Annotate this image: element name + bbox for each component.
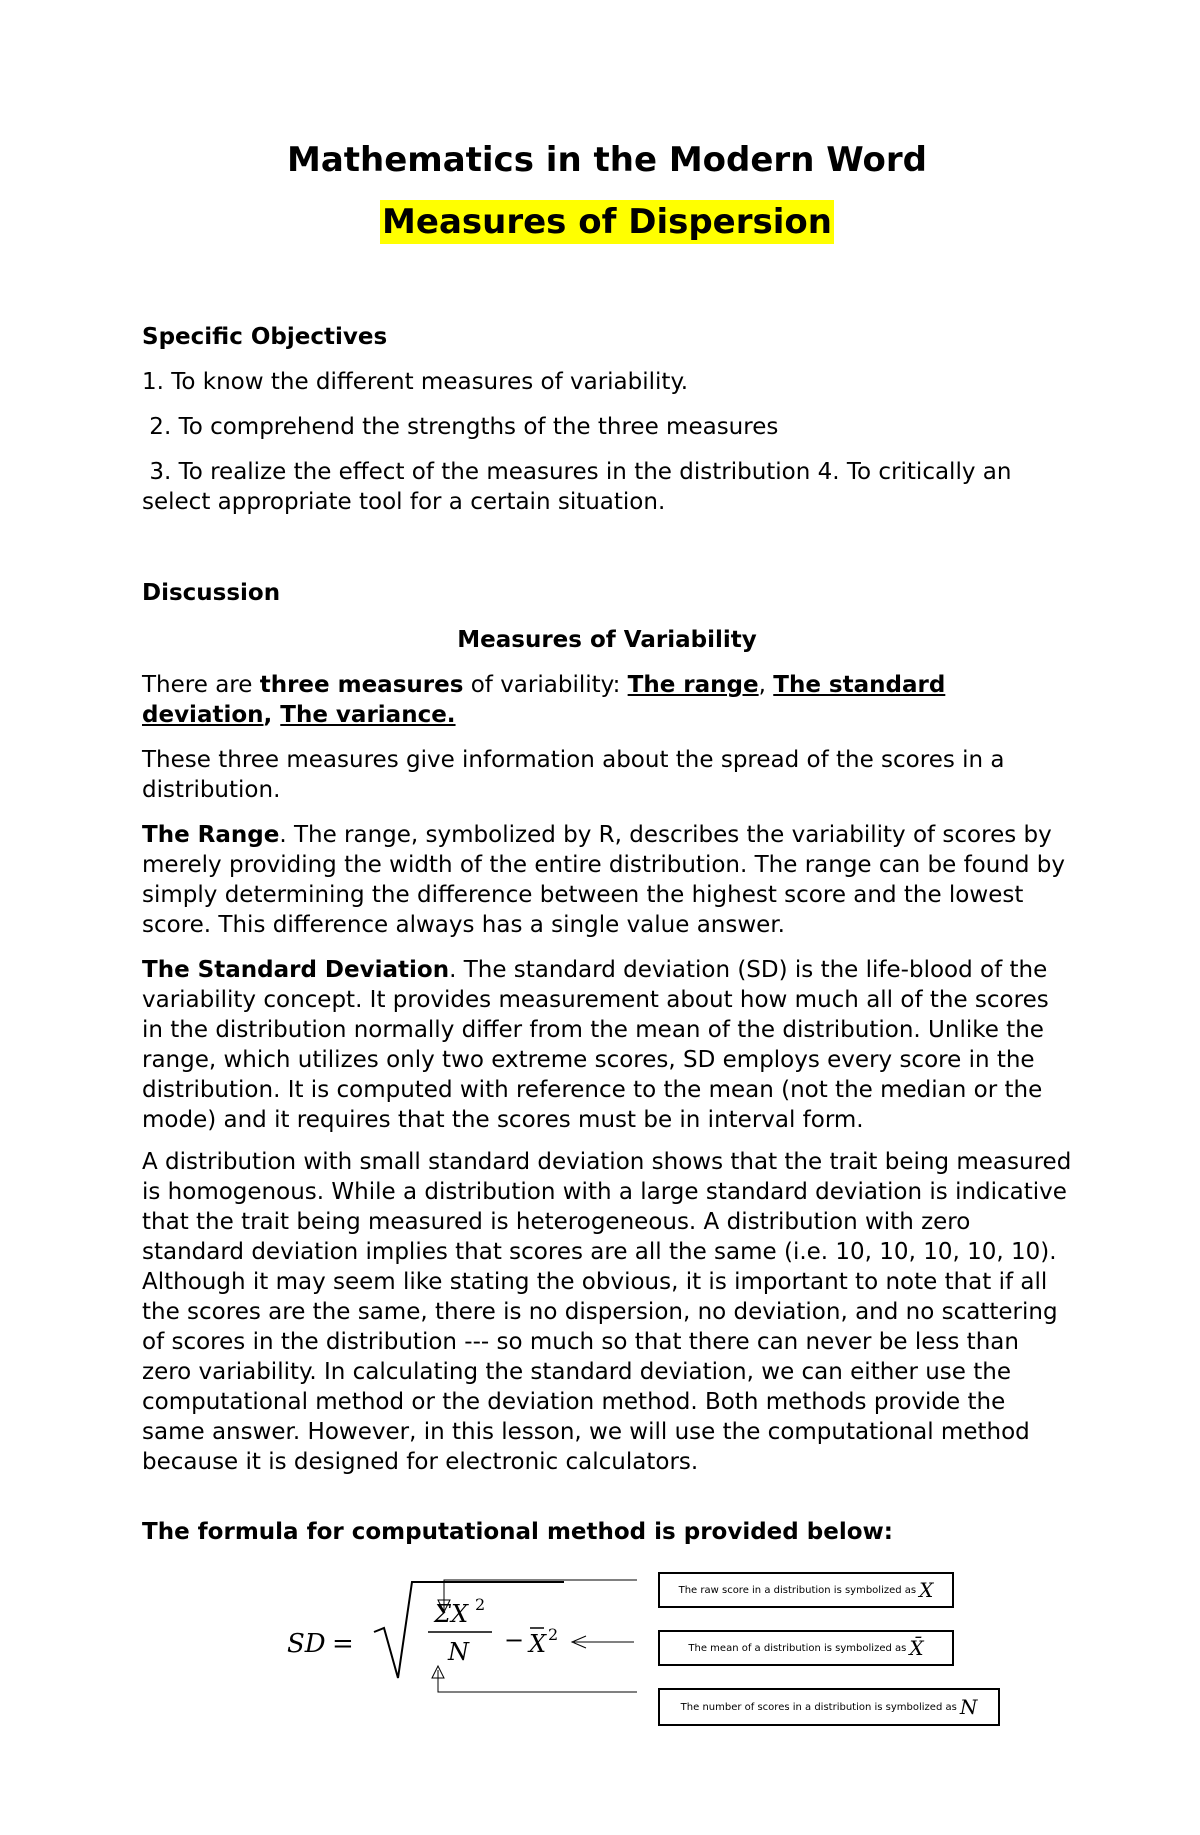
spread-paragraph: These three measures give information about the spread of the scores in a distribution. [142,747,1005,803]
n-label-box [658,1688,1000,1726]
n-symbol: N [959,1695,978,1719]
objectives-heading: Specific Objectives [142,324,388,350]
subtitle-wrap [142,200,1072,244]
small-sd-paragraph: A distribution with small standard deviation shows that the trait being measured is homogenous. While a distribution with a large standard deviation is indicative that the trait being measured is heterogeneous. A distribution with zero standard deviation implies that scores are all the same (i.e. 10, 10, 10, 10, 10). Although it may seem like stating the obvious, it is important to note that if all the scores are the same, there is no dispersion, no deviation, and no scattering of scores in the distribution --- so much so that there can never be less than zero variability. In calculating the standard deviation, we can either use the computational method or the deviation method. Both methods provide the same answer. However, in this lesson, we will use the computational method because it is designed for electronic calculators. [142,1149,1072,1475]
intro-paragraph [142,670,1072,730]
intro-variance-term: The variance. [280,702,456,728]
raw-score-label: The raw score in a distribution is symbolized as [678,1584,917,1596]
formula-lhs: SD [287,1629,326,1659]
formula-mean: X [529,1630,547,1658]
formula-minus: − [504,1626,525,1654]
raw-score-connector [444,1580,637,1610]
formula-numerator-exponent: 2 [475,1595,486,1614]
intro-sep2: , [263,702,281,728]
formula-mean-exponent: 2 [548,1625,559,1644]
n-label: The number of scores in a distribution is symbolized as [680,1701,957,1713]
objective-item-1: 1. To know the different measures of variability. [142,369,689,395]
discussion-heading: Discussion [142,580,281,606]
formula-numerator: ΣX [434,1600,469,1628]
range-paragraph [142,820,1072,940]
sd-formula-figure [142,1560,1072,1740]
mean-label: The mean of a distribution is symbolized as [688,1642,907,1654]
document-subtitle-highlighted: Measures of Dispersion [382,202,832,242]
formula-heading: The formula for computational method is provided below: [142,1519,893,1545]
intro-sep1: , [758,672,774,698]
mean-symbol: X̄ [909,1636,924,1660]
document-title: Mathematics in the Modern Word [286,140,927,180]
objective-item-3: 3. To realize the effect of the measures in the distribution 4. To critically an select appropriate tool for a certain situation. [142,459,1019,515]
sd-text: . The standard deviation (SD) is the life-blood of the variability concept. It provides measurement about how much all of the scores in the distribution normally differ from the mean of the distribution. Unlike the range, which utilizes only two extreme scores, SD employs every score in the distribution. It is computed with reference to the mean (not the median or the mode) and it requires that the scores must be in interval form. [142,957,1049,1133]
n-connector [438,1670,637,1692]
formula-equals: = [332,1629,354,1659]
range-term: The Range [142,822,280,848]
raw-score-label-box [658,1572,954,1608]
intro-pre: There are [142,672,260,698]
variability-subheading: Measures of Variability [457,627,757,653]
raw-score-symbol: X [919,1578,934,1602]
intro-range-term: The range [627,672,759,698]
objective-item-2: 2. To comprehend the strengths of the three measures [142,414,779,440]
sd-term: The Standard Deviation [142,957,450,983]
intro-bold: three measures [259,672,464,698]
intro-sd-term: The standard deviation [142,672,946,728]
formula-denominator: N [448,1638,469,1666]
intro-mid: of variability: [463,672,628,698]
range-text: . The range, symbolized by R, describes the variability of scores by merely providing the width of the entire distribution. The range can be found by simply determining the difference between the highest score and the lowest score. This difference always has a single value answer. [142,822,1066,938]
sd-paragraph [142,955,1072,1135]
mean-label-box [658,1630,954,1666]
